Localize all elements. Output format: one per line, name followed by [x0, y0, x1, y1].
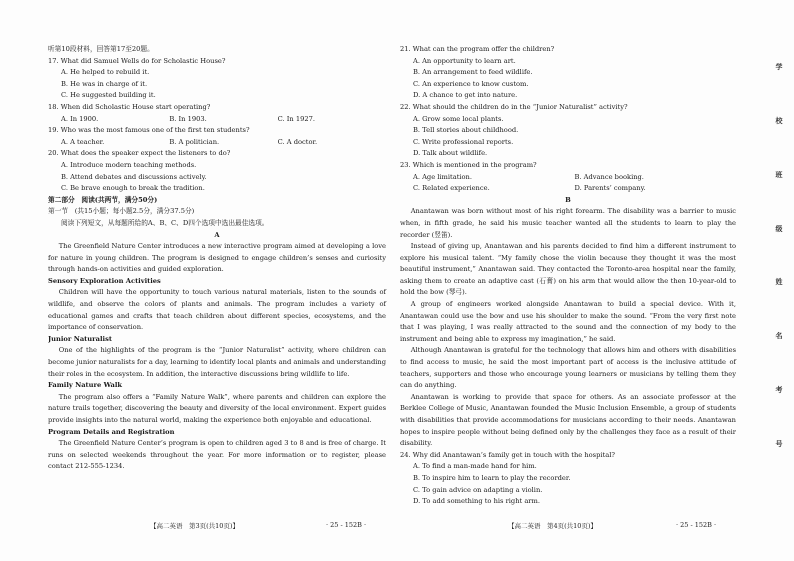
side-label: 班	[775, 170, 784, 178]
question-21: 21. What can the program offer the children?	[400, 45, 555, 53]
q22-option-d[interactable]: D. Talk about wildlife.	[413, 149, 488, 158]
side-label: 号	[775, 439, 784, 447]
q23-option-c[interactable]: C. Related experience.	[413, 184, 490, 193]
passage-a-intro-text: The Greenfield Nature Center introduces a new interactive program aimed at developing a love for nature in young children. The program is designed to engage children’s senses and curiosity through hands-on activities and guided exploration.	[48, 242, 386, 274]
q24-option-c[interactable]: C. To gain advice on adapting a violin.	[413, 485, 543, 494]
footer-right-page: 【高二英语 第4页(共10页)】	[508, 522, 597, 530]
q20-option-b[interactable]: B. Attend debates and discussions actively.	[61, 172, 207, 181]
q18-option-c[interactable]: C. In 1927.	[277, 114, 316, 123]
passage-b-paragraph-4-text: Although Anantawan is grateful for the technology that allows him and others with disabilities to find access to music, he said the most important part of access is the inclusive attitude of teachers, supporters and those who encourage young learners or musicians by telling them they can do anything.	[400, 346, 736, 390]
question-22: 22. What should the children do in the “Junior Naturalist” activity?	[400, 102, 628, 111]
question-17: 17. What did Samuel Wells do for Scholastic House?	[48, 56, 226, 65]
heading-sensory: Sensory Exploration Activities	[48, 276, 161, 285]
q21-option-a[interactable]: A. An opportunity to learn art.	[413, 56, 516, 65]
q21-option-d[interactable]: D. A chance to get into nature.	[413, 91, 518, 100]
q20-option-a[interactable]: A. Introduce modern teaching methods.	[61, 160, 197, 169]
q24-option-d[interactable]: D. To add something to his right arm.	[413, 497, 540, 506]
passage-b-paragraph-2	[400, 241, 736, 299]
q22-option-b[interactable]: B. Tell stories about childhood.	[413, 126, 519, 135]
footer-left-code: · 25 - 152B ·	[326, 521, 367, 529]
passage-a-intro	[48, 241, 386, 276]
left-column	[48, 44, 386, 473]
q17-option-c[interactable]: C. He suggested building it.	[61, 91, 156, 100]
passage-a-letter: A	[214, 230, 220, 239]
paragraph-sensory-text: Children will have the opportunity to touch various natural materials, listen to the sounds of wildlife, and observe the colors of plants and animals. The program includes a variety of educational games and crafts that teach children about different species, ecosystems, and the importance of conservation.	[48, 288, 386, 332]
paragraph-junior	[48, 345, 386, 380]
side-label: 考	[775, 385, 784, 393]
passage-b-paragraph-4	[400, 345, 736, 391]
paragraph-details	[48, 438, 386, 473]
question-24: 24. Why did Anantawan’s family get in touch with the hospital?	[400, 450, 615, 459]
passage-b-paragraph-1-text: Anantawan was born without most of his right forearm. The disability was a barrier to music when, in fifth grade, he said his music teacher wanted all the students to learn to play the recorder (竖笛).	[400, 207, 736, 239]
q17-option-a[interactable]: A. He helped to rebuild it.	[61, 68, 150, 77]
q19-option-a[interactable]: A. A teacher.	[61, 137, 105, 146]
footer-left-page: 【高二英语 第3页(共10页)】	[150, 522, 239, 530]
question-18: 18. When did Scholastic House start operating?	[48, 102, 211, 111]
q19-options	[48, 137, 386, 149]
section-one-instruction: 阅读下列短文，从每题所给的A、B、C、D四个选项中选出最佳选项。	[61, 218, 269, 227]
paragraph-details-text: The Greenfield Nature Center’s program is open to children aged 3 to 8 and is free of charge. It runs on selected weekends throughout the year. For more information or to register, please contact 212-555-1234.	[48, 439, 386, 471]
binding-margin-labels	[772, 40, 786, 470]
q18-option-b[interactable]: B. In 1903.	[169, 114, 207, 123]
q19-option-c[interactable]: C. A doctor.	[277, 137, 318, 146]
footer-right-code: · 25 - 152B ·	[676, 521, 717, 529]
q23-option-a[interactable]: A. Age limitation.	[413, 172, 472, 181]
q23-options-cd	[400, 183, 736, 195]
q21-option-c[interactable]: C. An experience to know custom.	[413, 79, 529, 88]
question-23: 23. Which is mentioned in the program?	[400, 160, 537, 169]
heading-details: Program Details and Registration	[48, 427, 175, 436]
passage-b-paragraph-5	[400, 392, 736, 450]
q23-option-d[interactable]: D. Parents’ company.	[574, 184, 646, 193]
q23-options-ab	[400, 172, 736, 184]
q24-option-a[interactable]: A. To find a man-made hand for him.	[413, 462, 537, 471]
heading-junior: Junior Naturalist	[48, 334, 112, 343]
side-label: 学	[775, 63, 784, 71]
passage-b-paragraph-5-text: Anantawan is working to provide that space for others. As an associate professor at the Berklee College of Music, Anantawan founded the Music Inclusion Ensemble, a group of students with disabilities that provide accommodations for musicians according to their needs. Anantawan hopes to inspire people without being defined only by the challenges they face as a result of their disability.	[400, 392, 736, 448]
q20-option-c[interactable]: C. Be brave enough to break the tradition.	[61, 184, 205, 193]
q21-option-b[interactable]: B. An arrangement to feed wildlife.	[413, 68, 533, 77]
part-two-heading: 第二部分 阅读(共两节，满分50分)	[48, 195, 158, 204]
passage-b-paragraph-3-text: A group of engineers worked alongside Anantawan to build a special device. With it, Anantawan could use the bow and use his shoulder to make the sound. “From the very first note that I was playing, I was really attracted to the sound and the connection of my body to the instrument and being able to express my imagination,” he said.	[400, 300, 736, 343]
right-column	[400, 44, 736, 508]
section-one-heading: 第一节 (共15小题；每小题2.5分，满分37.5分)	[48, 207, 195, 216]
passage-b-letter: B	[565, 195, 571, 204]
paragraph-walk-text: The program also offers a “Family Nature Walk”, where parents and children can explore the nature trails together, discovering the beauty and diversity of the local environment. Expert guides provide insights into the natural world, making the experience both enjoyable and educational.	[48, 392, 386, 424]
paragraph-sensory	[48, 287, 386, 333]
listening-instruction: 听第10段材料，回答第17至20题。	[48, 45, 154, 53]
passage-b-paragraph-2-text: Instead of giving up, Anantawan and his parents decided to find him a different instrument to explore his musical talent. “My family chose the violin because they thought it was the most beautiful instrument,” Anantawan said. They contacted the Toronto-area hospital near the family, asking them to create an adaptive cast (石膏) on his arm that would allow the then 10-year-old to hold the bow (琴弓).	[400, 242, 736, 297]
side-label: 级	[775, 224, 784, 232]
question-19: 19. Who was the most famous one of the first ten students?	[48, 126, 250, 135]
side-label: 名	[775, 332, 784, 340]
q18-option-a[interactable]: A. In 1900.	[61, 114, 99, 123]
q17-option-b[interactable]: B. He was in charge of it.	[61, 79, 148, 88]
passage-b-paragraph-3	[400, 299, 736, 345]
q18-options	[48, 114, 386, 126]
q22-option-a[interactable]: A. Grow some local plants.	[413, 114, 504, 123]
q19-option-b[interactable]: B. A politician.	[169, 137, 220, 146]
q23-option-b[interactable]: B. Advance booking.	[574, 172, 644, 181]
question-20: 20. What does the speaker expect the listeners to do?	[48, 149, 231, 158]
paragraph-walk	[48, 392, 386, 427]
passage-b-paragraph-1	[400, 206, 736, 241]
heading-walk: Family Nature Walk	[48, 381, 123, 390]
side-label: 校	[775, 117, 784, 125]
q22-option-c[interactable]: C. Write professional reports.	[413, 137, 514, 146]
paragraph-junior-text: One of the highlights of the program is the “Junior Naturalist” activity, where children can become junior naturalists for a day, learning to identify local plants and animals and understanding their roles in the ecosystem. In addition, the interactive discussions bring wildlife to life.	[48, 346, 387, 378]
side-label: 姓	[775, 278, 784, 286]
q24-option-b[interactable]: B. To inspire him to learn to play the recorder.	[413, 473, 571, 482]
